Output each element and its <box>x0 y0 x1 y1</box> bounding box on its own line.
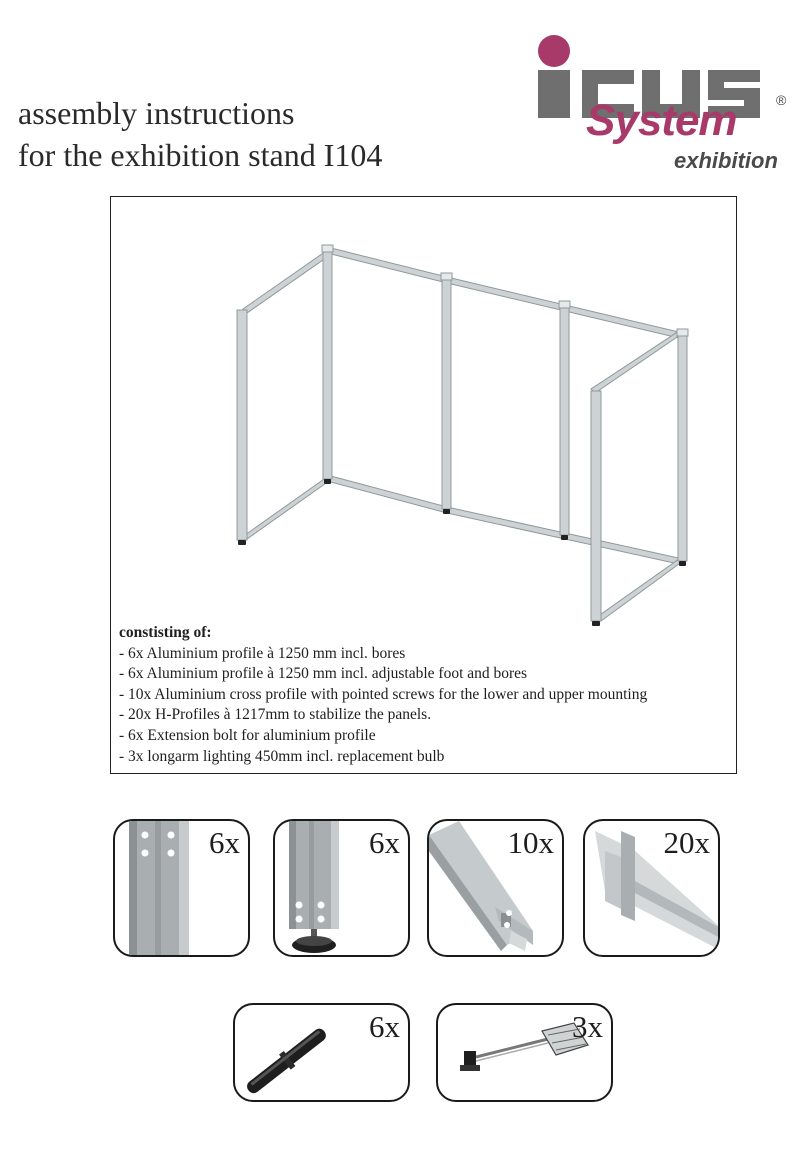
parts-list-item: - 10x Aluminium cross profile with pointed screws for the lower and upper mounting <box>119 685 648 703</box>
parts-list-heading: constisting of: <box>119 624 212 641</box>
brand-logo <box>528 28 798 178</box>
title-line-1: assembly instructions <box>18 95 295 131</box>
parts-list-item: - 20x H-Profiles à 1217mm to stabilize the panels. <box>119 706 432 724</box>
parts-list-item: - 6x Aluminium profile à 1250 mm incl. bores <box>119 644 406 662</box>
quantity-label: 6x <box>369 1009 400 1044</box>
quantity-label: 6x <box>369 825 400 860</box>
logo-registered-mark: ® <box>776 92 787 108</box>
exhibition-stand-frame-illustration <box>111 197 738 627</box>
part-tile-profile-foot <box>273 819 410 957</box>
quantity-label: 6x <box>209 825 240 860</box>
part-tile-h-profile <box>583 819 720 957</box>
part-tile-profile-bores <box>113 819 250 957</box>
parts-list-item: - 3x longarm lighting 450mm incl. replacement bulb <box>119 747 445 765</box>
part-tile-cross-profile <box>427 819 564 957</box>
part-tile-longarm-lighting <box>436 1003 613 1102</box>
logo-exhibition-text: exhibition <box>674 148 778 173</box>
parts-list <box>119 623 647 767</box>
parts-list-item: - 6x Extension bolt for aluminium profile <box>119 726 376 744</box>
document-title <box>18 92 382 176</box>
title-line-2: for the exhibition stand I104 <box>18 137 383 173</box>
parts-list-item: - 6x Aluminium profile à 1250 mm incl. adjustable foot and bores <box>119 665 528 683</box>
quantity-label: 10x <box>507 825 554 860</box>
quantity-label: 3x <box>572 1009 603 1044</box>
logo-system-text: System <box>586 96 737 145</box>
stand-overview-panel <box>110 196 737 774</box>
part-tile-extension-bolt <box>233 1003 410 1102</box>
quantity-label: 20x <box>663 825 710 860</box>
